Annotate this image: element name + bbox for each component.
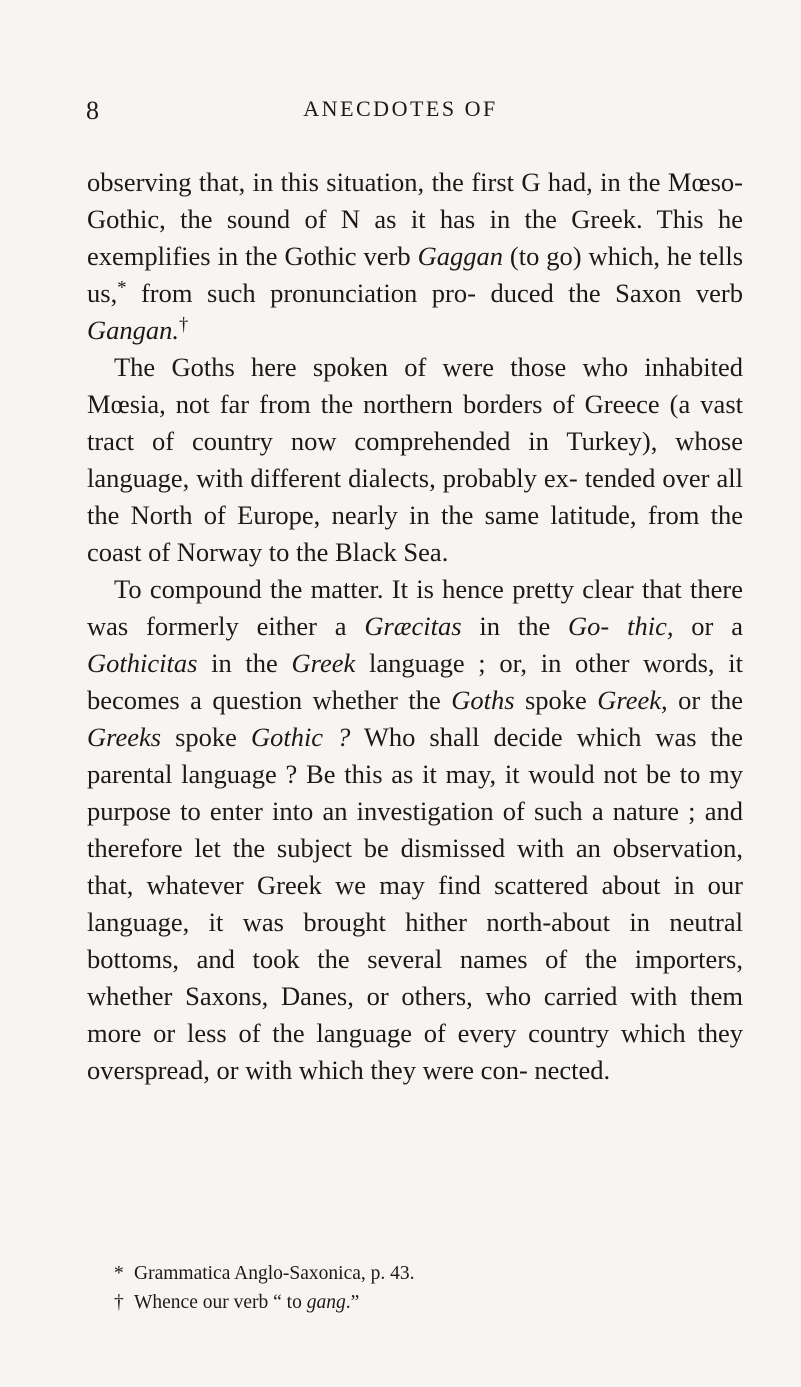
footnote-marker: † bbox=[179, 314, 189, 336]
italic-term: Go- thic, bbox=[568, 611, 674, 641]
italic-term: Gothicitas bbox=[87, 648, 198, 678]
italic-term: Goths bbox=[451, 685, 515, 715]
body-text bbox=[87, 164, 743, 1089]
footnote-1-text: Grammatica Anglo-Saxonica, p. 43. bbox=[134, 1263, 415, 1284]
footnote-2-symbol: † bbox=[114, 1292, 124, 1313]
paragraph-2 bbox=[87, 349, 743, 571]
text-run: from such pronunciation pro- duced the Saxon verb bbox=[126, 278, 743, 308]
text-run: or a bbox=[673, 611, 743, 641]
running-title: ANECDOTES OF bbox=[303, 96, 498, 121]
text-run: in the bbox=[461, 611, 569, 641]
footnote-2-text-after: .” bbox=[345, 1292, 360, 1313]
text-run: observing that, in this situation, the first G had, in the Mœso-Gothic, the sound of N as it has in the Greek. This he exemplifies in the Gothic verb bbox=[87, 167, 743, 271]
italic-term: Gaggan bbox=[417, 241, 503, 271]
footnote-2 bbox=[114, 1288, 734, 1317]
text-run: The Goths here spoken of were those who inhabited Mœsia, not far from the northern borders of Greece (a vast tract of country now comprehended in Turkey), whose language, with different dialects, probably ex- tended over all the North of Europe, nearly in the same latitude, from the coast of Norway to the Black Sea. bbox=[87, 352, 743, 567]
text-run: spoke bbox=[514, 685, 598, 715]
text-run: spoke bbox=[161, 722, 251, 752]
page-number: 8 bbox=[86, 96, 99, 125]
footnote-2-text-before: Whence our verb “ to bbox=[134, 1292, 307, 1313]
footnote-marker: * bbox=[117, 277, 127, 299]
footnote-1 bbox=[114, 1259, 734, 1288]
text-run: language ; or, in other words, it becomes a question whether the bbox=[87, 648, 743, 715]
footnote-1-symbol: * bbox=[114, 1263, 124, 1284]
italic-term: Græcitas bbox=[364, 611, 462, 641]
text-run: (to go) which, he tells us, bbox=[87, 241, 744, 308]
text-run: Who shall decide which was the parental language ? Be this as it may, it would not be to my purpose to enter into an investigation of such a nature ; and therefore let the subject be dismissed with an observation, that, whatever Greek we may find scattered about in our language, it was brought hither north-about in neutral bottoms, and took the several names of the importers, whether Saxons, Danes, or others, who carried with them more or less of the language of every country which they overspread, or with which they were con- nected. bbox=[87, 722, 743, 1085]
text-run: in the bbox=[197, 648, 292, 678]
page-header bbox=[0, 96, 801, 132]
paragraph-3 bbox=[87, 571, 743, 1089]
italic-term: Greek, bbox=[597, 685, 668, 715]
footnote-2-italic: gang bbox=[306, 1292, 346, 1313]
italic-term: Gangan. bbox=[87, 315, 180, 345]
text-run: or the bbox=[667, 685, 743, 715]
italic-term: Greek bbox=[291, 648, 356, 678]
italic-term: Greeks bbox=[87, 722, 162, 752]
text-run: To compound the matter. It is hence pretty clear that there was formerly either a bbox=[87, 574, 743, 641]
italic-term: Gothic ? bbox=[250, 722, 351, 752]
paragraph-1 bbox=[87, 164, 743, 349]
